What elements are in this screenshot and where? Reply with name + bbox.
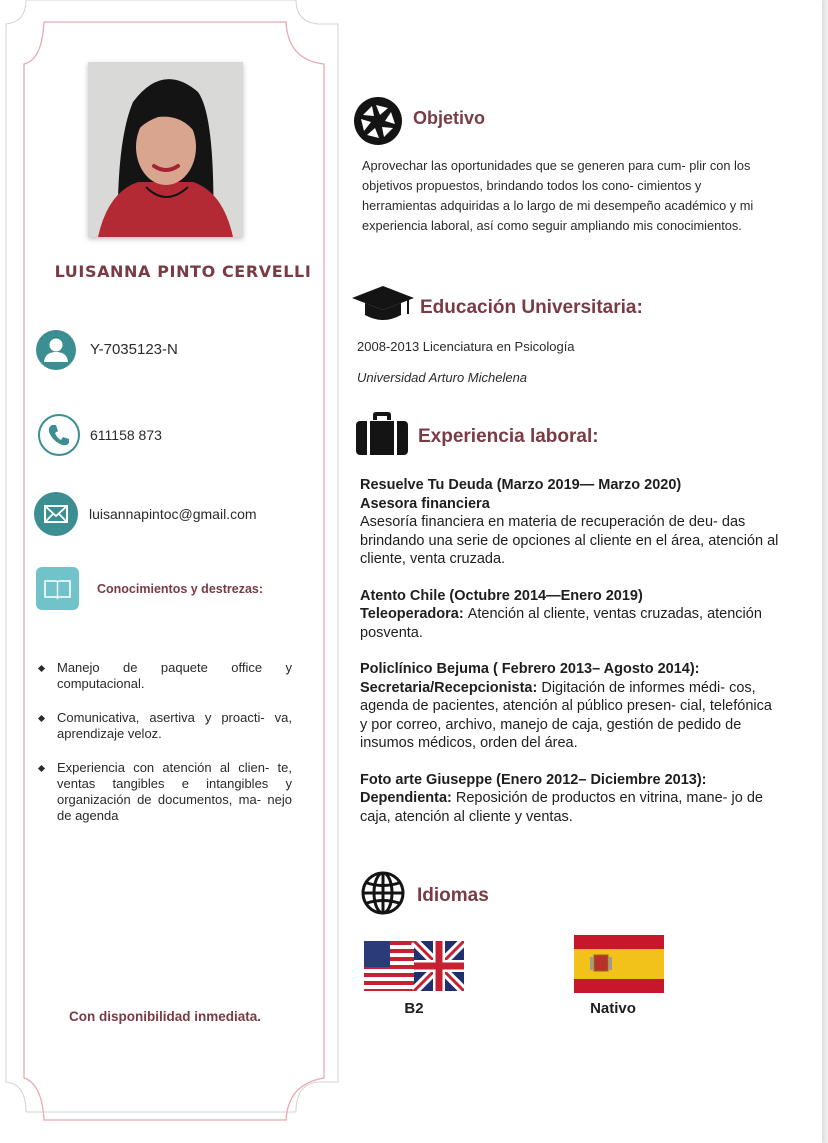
- camera-aperture-icon: [352, 95, 404, 152]
- languages-title: Idiomas: [417, 885, 489, 906]
- globe-icon: [360, 870, 406, 921]
- list-item: [360, 771, 780, 827]
- job-description: Atención al cliente, ventas cruzadas, atención posventa.: [360, 606, 762, 641]
- job-role: Asesora financiera: [360, 495, 490, 512]
- list-item: [360, 476, 780, 569]
- job-title: Policlínico Bejuma ( Febrero 2013– Agosto 2014):: [360, 661, 700, 677]
- job-title: Resuelve Tu Deuda (Marzo 2019— Marzo 2020): [360, 477, 682, 493]
- experience-title: Experiencia laboral:: [418, 426, 599, 447]
- availability-note: Con disponibilidad inmediata.: [68, 1009, 261, 1024]
- job-role: Secretaria/Recepcionista:: [360, 679, 542, 696]
- objective-title: Objetivo: [413, 108, 486, 128]
- skills-list: [38, 660, 292, 842]
- job-description: Asesoría financiera en materia de recuperación de deu- das brindando una serie de opciones al cliente en el área, atención al cliente, venta cruzada.: [360, 514, 779, 567]
- objective-text: Aprovechar las oportunidades que se generen para cum- plir con los objetivos propuestos, brindando todos los cono- cimientos y herramientas adquiridas a lo largo de mi desempeño académico y mi experiencia laboral, así como seguir ampliando mis conocimientos.: [362, 158, 754, 233]
- job-description: Digitación de informes médi- cos, agenda de pacientes, atención al público presen- cial, telefónica y por correo, archivo, manejo de caja, gestión de pedido de insumos médicos, orden del área.: [360, 679, 772, 751]
- language-level: B2: [404, 1000, 424, 1017]
- id-number: Y-7035123-N: [90, 341, 178, 358]
- phone-icon: [38, 414, 80, 456]
- job-description: Reposición de productos en vitrina, mane- jo de caja, atención al cliente y ventas.: [360, 790, 763, 825]
- list-item: Comunicativa, asertiva y proacti- va, aprendizaje veloz.: [38, 710, 292, 742]
- list-item: [360, 587, 780, 643]
- us-uk-flag: [364, 941, 464, 996]
- education-title: Educación Universitaria:: [420, 297, 643, 318]
- open-book-icon: [36, 567, 79, 610]
- list-item: Manejo de paquete office y computacional.: [38, 660, 292, 692]
- job-role: Dependienta:: [360, 790, 456, 806]
- language-level: Nativo: [590, 1000, 636, 1017]
- briefcase-icon: [354, 411, 410, 462]
- profile-photo: [88, 62, 243, 237]
- candidate-name: LUISANNA PINTO CERVELLI: [54, 262, 312, 281]
- skills-heading: Conocimientos y destrezas:: [97, 582, 264, 596]
- phone-number[interactable]: 611158 873: [90, 427, 162, 443]
- experience-list: [360, 476, 780, 844]
- list-item: Experiencia con atención al clien- te, ventas tangibles e intangibles y organización de documentos, ma- nejo de agenda: [38, 760, 292, 824]
- education-degree: 2008-2013 Licenciatura en Psicología: [357, 339, 575, 354]
- list-item: [360, 660, 780, 753]
- education-university: Universidad Arturo Michelena: [357, 370, 528, 385]
- job-title: Atento Chile (Octubre 2014—Enero 2019): [360, 587, 643, 604]
- job-role: Teleoperadora:: [360, 606, 468, 622]
- spain-flag: [574, 935, 664, 998]
- user-icon: [36, 330, 76, 370]
- job-title: Foto arte Giuseppe (Enero 2012– Diciembre 2013):: [360, 771, 707, 788]
- envelope-icon: [34, 492, 78, 536]
- graduation-cap-icon: [350, 284, 416, 329]
- email-link[interactable]: luisannapintoc@gmail.com: [89, 506, 257, 522]
